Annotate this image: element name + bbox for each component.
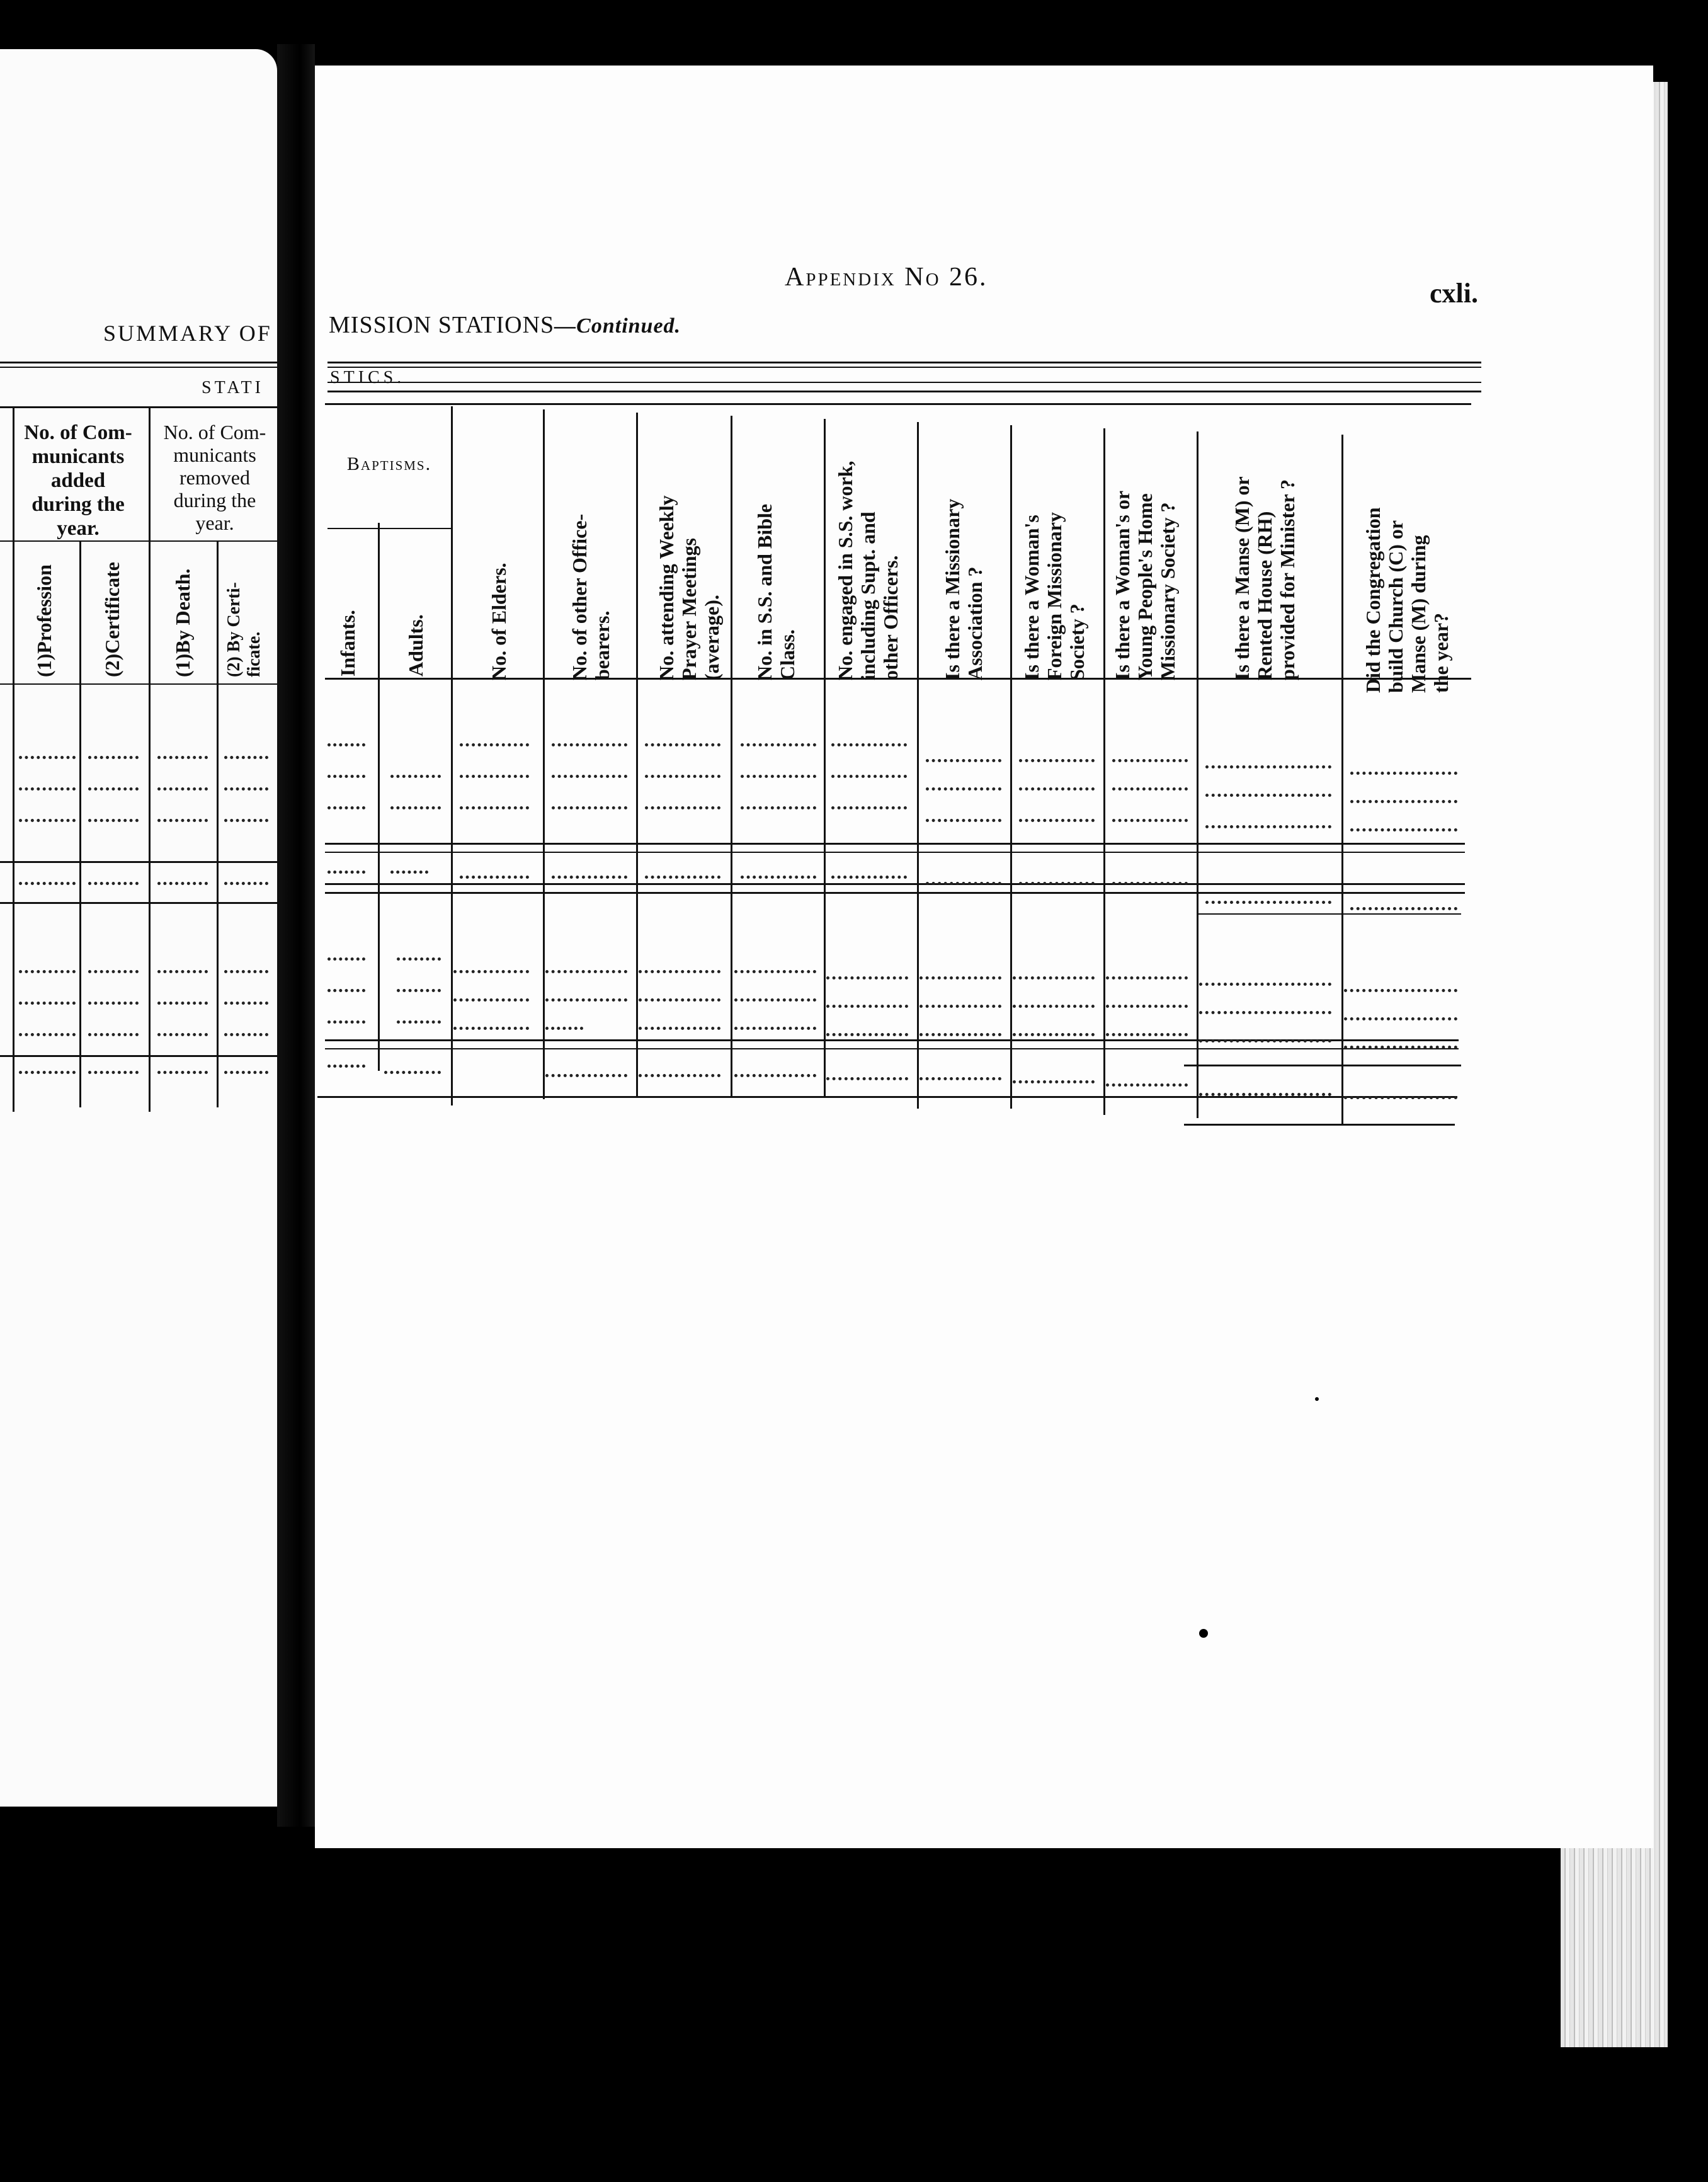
left-rule-1 xyxy=(0,362,277,363)
dot-leader xyxy=(919,976,1001,980)
dot-leader xyxy=(926,819,1001,822)
left-rule-2 xyxy=(0,367,277,368)
dot-leader xyxy=(327,1065,365,1068)
top-rule-4 xyxy=(327,391,1481,392)
left-dots xyxy=(157,882,208,885)
dot-leader xyxy=(545,998,627,1002)
left-dots xyxy=(157,970,208,973)
dot-leader xyxy=(453,998,529,1002)
dot-leader xyxy=(552,743,627,746)
dot-leader xyxy=(1106,976,1188,980)
dot-leader xyxy=(919,1005,1001,1008)
left-page xyxy=(0,49,277,1807)
dot-leader xyxy=(327,775,365,778)
col-line-8 xyxy=(1010,425,1012,1109)
dot-leader xyxy=(639,998,720,1002)
table-bottom-rule xyxy=(317,1096,1457,1098)
dot-leader xyxy=(397,957,441,961)
left-col-line-4 xyxy=(217,540,219,1107)
row-rule-5 xyxy=(1197,913,1461,915)
left-dots xyxy=(88,1002,139,1005)
left-dots xyxy=(19,1002,76,1005)
dot-leader xyxy=(831,775,907,778)
header-elders: No. of Elders. xyxy=(487,563,510,680)
dot-leader xyxy=(1205,825,1331,828)
dot-leader xyxy=(826,1077,908,1080)
col-line-4 xyxy=(636,413,638,1096)
dot-leader xyxy=(552,806,627,809)
left-dots xyxy=(88,1033,139,1036)
header-ss-work: No. engaged in S.S. work, including Supt. and other Officers. xyxy=(834,460,902,680)
dot-leader xyxy=(1019,787,1095,791)
dot-leader xyxy=(1344,1046,1457,1049)
dot-leader xyxy=(1199,1093,1331,1096)
left-dots xyxy=(19,756,76,759)
dot-leader xyxy=(1350,772,1457,775)
left-dots xyxy=(224,819,268,822)
dot-leader xyxy=(460,876,529,879)
left-dots xyxy=(19,787,76,791)
row-rule-3 xyxy=(325,883,1465,885)
dot-leader xyxy=(552,775,627,778)
dot-leader xyxy=(1013,1033,1095,1036)
dot-leader xyxy=(741,806,816,809)
dot-leader xyxy=(1205,901,1331,904)
dot-leader xyxy=(645,806,720,809)
dot-leader xyxy=(826,976,908,980)
left-dots xyxy=(19,882,76,885)
dot-leader xyxy=(397,1020,441,1024)
left-dots xyxy=(19,1071,76,1074)
left-dots xyxy=(157,1071,208,1074)
dot-leader xyxy=(1344,1017,1457,1020)
dot-leader xyxy=(327,743,365,746)
dot-leader xyxy=(552,876,627,879)
left-col-line-2 xyxy=(79,540,81,1107)
left-rule-8 xyxy=(0,1055,277,1057)
dot-leader xyxy=(826,1033,908,1036)
left-dots xyxy=(157,1002,208,1005)
left-rule-5 xyxy=(0,683,277,685)
left-dots xyxy=(224,756,268,759)
ink-speck xyxy=(171,2127,175,2130)
dot-leader xyxy=(1106,1033,1188,1036)
dot-leader xyxy=(1112,787,1188,791)
page-number: cxli. xyxy=(1430,278,1478,309)
dot-leader xyxy=(741,743,816,746)
left-dots xyxy=(224,970,268,973)
dot-leader xyxy=(1350,800,1457,803)
dot-leader xyxy=(397,989,441,992)
left-section-fragment: STATI xyxy=(202,378,264,397)
dot-leader xyxy=(639,970,720,973)
dot-leader xyxy=(1350,828,1457,831)
dot-leader xyxy=(645,876,720,879)
dot-leader xyxy=(831,806,907,809)
dot-leader xyxy=(645,743,720,746)
header-ss-bible: No. in S.S. and Bible Class. xyxy=(753,503,799,680)
appendix-label: Appendix No 26. xyxy=(785,263,988,292)
dot-leader xyxy=(1205,794,1331,797)
header-adults: Adults. xyxy=(404,614,427,677)
dot-leader xyxy=(390,806,441,809)
dot-leader xyxy=(384,1071,441,1074)
dot-leader xyxy=(545,1074,627,1077)
left-dots xyxy=(224,787,268,791)
left-dots xyxy=(19,1033,76,1036)
dot-leader xyxy=(639,1074,720,1077)
col-line-2 xyxy=(451,406,453,1105)
baptisms-rule xyxy=(327,528,451,529)
col-line-3 xyxy=(543,409,545,1099)
header-womans-foreign: Is there a Woman's Foreign Missionary Society ? xyxy=(1020,512,1088,680)
dot-leader xyxy=(453,1027,529,1030)
ink-speck xyxy=(107,2090,111,2106)
dot-leader xyxy=(826,1005,908,1008)
running-title: MISSION STATIONS xyxy=(329,312,555,338)
left-rule-6 xyxy=(0,861,277,863)
dot-leader xyxy=(1205,765,1331,768)
dot-leader xyxy=(1344,989,1457,992)
row-rule-7 xyxy=(325,1048,1459,1049)
dot-leader xyxy=(1344,1096,1457,1099)
left-dots xyxy=(157,756,208,759)
dot-leader xyxy=(734,998,816,1002)
dot-leader xyxy=(1199,1011,1331,1014)
dot-leader xyxy=(327,957,365,961)
left-dots xyxy=(157,819,208,822)
left-dots xyxy=(88,787,139,791)
ink-speck xyxy=(1199,1629,1208,1638)
dot-leader xyxy=(1013,1005,1095,1008)
dot-leader xyxy=(734,970,816,973)
left-running-title: SUMMARY OF xyxy=(103,321,272,346)
dot-leader xyxy=(1013,1080,1095,1083)
dot-leader xyxy=(831,743,907,746)
header-manse: Is there a Manse (M) or Rented House (RH) provided for Minister ? xyxy=(1231,476,1299,680)
dot-leader xyxy=(741,775,816,778)
header-other-office-bearers: No. of other Office- bearers. xyxy=(568,513,613,680)
col-line-9 xyxy=(1103,428,1105,1115)
left-dots xyxy=(88,882,139,885)
dot-leader xyxy=(645,775,720,778)
dot-leader xyxy=(639,1027,720,1030)
dot-leader xyxy=(327,806,365,809)
dot-leader xyxy=(1112,882,1188,885)
left-header-profession: (1)Profession xyxy=(33,564,55,677)
dot-leader xyxy=(926,787,1001,791)
left-dots xyxy=(88,756,139,759)
row-rule-1 xyxy=(325,843,1465,845)
header-weekly-prayer: No. attending Weekly Prayer Meetings (average). xyxy=(655,495,723,680)
col-line-10 xyxy=(1197,431,1198,1118)
dot-leader xyxy=(453,970,529,973)
left-rule-3 xyxy=(0,406,277,408)
dot-leader xyxy=(545,970,627,973)
row-rule-4 xyxy=(325,892,1465,894)
dot-leader xyxy=(1112,819,1188,822)
dot-leader xyxy=(1106,1005,1188,1008)
dot-leader xyxy=(926,882,1001,885)
table-bottom-rule-2 xyxy=(1184,1124,1455,1126)
mission-stations-title xyxy=(329,311,681,339)
running-title-continued: —Continued. xyxy=(554,314,681,338)
row-rule-8 xyxy=(1184,1065,1461,1066)
left-rule-4 xyxy=(0,540,277,542)
book-gutter xyxy=(277,44,315,1827)
header-womans-home: Is there a Woman's or Young People's Home Missionary Society ? xyxy=(1111,490,1179,680)
left-dots xyxy=(88,819,139,822)
left-header-communicants-added: No. of Com- municants added during the year. xyxy=(24,421,132,540)
col-line-6 xyxy=(824,419,826,1096)
dot-leader xyxy=(327,989,365,992)
dot-leader xyxy=(327,1020,365,1024)
dot-leader xyxy=(1019,819,1095,822)
dot-leader xyxy=(1199,1039,1331,1042)
dot-leader xyxy=(545,1027,583,1030)
dot-leader xyxy=(1019,882,1095,885)
baptisms-header: Baptisms. xyxy=(346,454,432,474)
dot-leader xyxy=(919,1077,1001,1080)
dot-leader xyxy=(741,876,816,879)
left-header-by-certificate: (2) By Certi- ficate. xyxy=(224,582,264,677)
left-dots xyxy=(224,1033,268,1036)
header-missionary-association: Is there a Missionary Association ? xyxy=(941,498,986,680)
dot-leader xyxy=(1350,907,1457,910)
header-infants: Infants. xyxy=(336,610,359,677)
dot-leader xyxy=(390,775,441,778)
left-rule-7 xyxy=(0,902,277,904)
dot-leader xyxy=(390,871,428,874)
header-build-church: Did the Congregation build Church (C) or Manse (M) during the year? xyxy=(1362,507,1452,693)
left-dots xyxy=(224,1071,268,1074)
dot-leader xyxy=(1199,983,1331,986)
left-dots xyxy=(157,787,208,791)
dot-leader xyxy=(1112,759,1188,762)
left-dots xyxy=(19,819,76,822)
col-line-7 xyxy=(917,422,919,1109)
left-dots xyxy=(19,970,76,973)
dot-leader xyxy=(1013,976,1095,980)
left-dots xyxy=(224,882,268,885)
col-line-11 xyxy=(1341,435,1343,1124)
col-line-5 xyxy=(731,416,732,1096)
dot-leader xyxy=(926,759,1001,762)
left-dots xyxy=(88,970,139,973)
dot-leader xyxy=(460,775,529,778)
left-header-communicants-removed: No. of Com- municants removed during the year. xyxy=(163,421,266,534)
dot-leader xyxy=(734,1027,816,1030)
dot-leader xyxy=(460,806,529,809)
row-rule-2 xyxy=(325,852,1465,853)
left-header-by-death: (1)By Death. xyxy=(171,568,194,677)
top-rule-3 xyxy=(327,382,1481,383)
dot-leader xyxy=(1106,1083,1188,1087)
top-rule-2 xyxy=(327,367,1481,368)
dot-leader xyxy=(1019,759,1095,762)
left-header-certificate: (2)Certificate xyxy=(101,562,123,677)
left-dots xyxy=(88,1071,139,1074)
top-rule-1 xyxy=(327,362,1481,363)
dot-leader xyxy=(831,876,907,879)
ink-speck xyxy=(1315,1397,1319,1401)
header-top-rule xyxy=(325,403,1471,405)
left-dots xyxy=(224,1002,268,1005)
left-dots xyxy=(157,1033,208,1036)
dot-leader xyxy=(327,871,365,874)
col-line-1 xyxy=(378,523,380,1071)
dot-leader xyxy=(460,743,529,746)
right-section-fragment: STICS. xyxy=(330,368,406,387)
dot-leader xyxy=(734,1074,816,1077)
dot-leader xyxy=(919,1033,1001,1036)
header-bottom-rule xyxy=(325,678,1471,680)
